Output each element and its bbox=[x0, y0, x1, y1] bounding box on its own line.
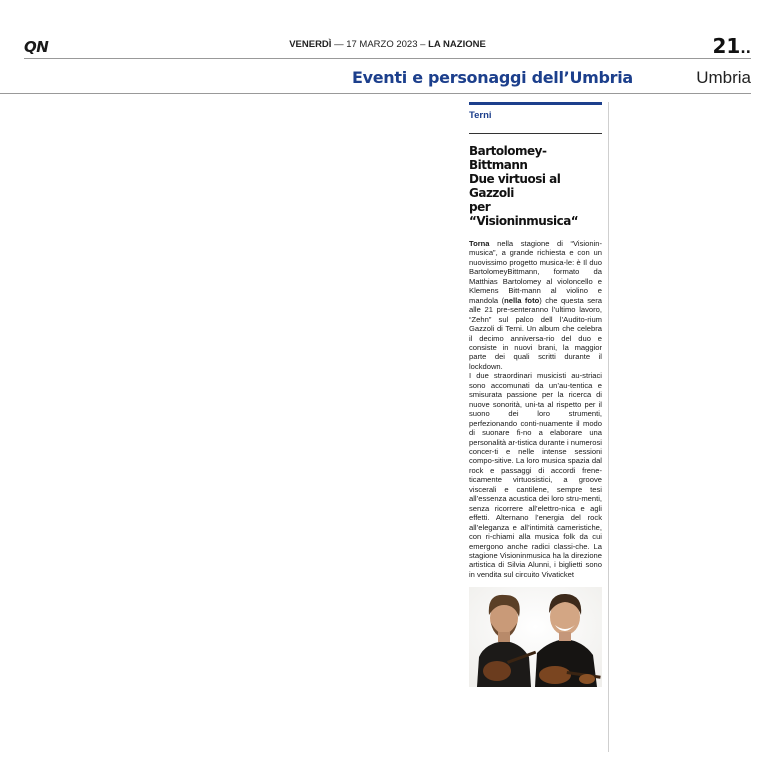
p1-text-a: nella stagione di “Visionin-musica”, a grande richiesta e con un nuovissimo progetto musica-le: è Il duo BartolomeyBittmann, formato da Matthias Bartolomey al violoncello e Klemens Bitt-mann al violino e mandola ( bbox=[469, 239, 602, 305]
duo-photo-image bbox=[469, 587, 602, 687]
duo-photo bbox=[469, 587, 602, 687]
kicker-rule bbox=[469, 133, 602, 134]
p1-photo-ref: nella foto bbox=[504, 295, 540, 305]
region-label: Umbria bbox=[696, 68, 751, 87]
dateline-paper: LA NAZIONE bbox=[428, 39, 486, 50]
section-rule bbox=[0, 93, 751, 94]
p1-lead: Torna bbox=[469, 239, 490, 248]
dateline bbox=[0, 39, 775, 50]
article-headline bbox=[469, 144, 602, 228]
page-number-dots: .. bbox=[740, 41, 751, 57]
p1-text-b: ) che questa sera alle 21 pre-senteranno l’ultimo lavoro, “Zehn” sul palco dell l’Audito-rium Gazzoli di Terni. Un album che celebra il decimo anniversa-rio del duo e consiste in nuovi brani, la maggior parte dei quali scritti durante il lockdown. bbox=[469, 295, 602, 371]
dateline-date: 17 MARZO 2023 bbox=[346, 39, 418, 50]
dateline-weekday: VENERDÌ bbox=[289, 39, 332, 50]
article-top-bar bbox=[469, 102, 602, 105]
page-number-value: 21 bbox=[712, 34, 741, 58]
headline-line-3: per “Visioninmusica“ bbox=[469, 200, 579, 228]
article-body bbox=[469, 239, 602, 579]
masthead-logo: QN bbox=[24, 38, 49, 56]
headline-line-2: Due virtuosi al Gazzoli bbox=[469, 172, 561, 200]
masthead-rule bbox=[24, 58, 751, 59]
paragraph-1 bbox=[469, 239, 602, 371]
article bbox=[469, 102, 602, 687]
column-rule bbox=[608, 102, 609, 752]
dateline-sep: — bbox=[334, 39, 344, 50]
article-kicker: Terni bbox=[469, 110, 492, 121]
section-title: Eventi e personaggi dell’Umbria bbox=[352, 68, 633, 87]
paragraph-2: I due straordinari musicisti au-striaci sono accomunati da un’au-tentica e smisurata passione per la ricerca di nuove sonorità, uni-ta al rispetto per il suono dei loro strumenti, perfezionando conti-nuamente il modo di suonare fi-no a elaborare una personalità ar-tistica durante i numerosi concer-ti e nelle intense sessioni compo-sitive. La loro musica spazia dal rock e passaggi di accordi frene-ticamente virtuosistici, a groove viscerali e cantilene, sempre tesi all’essenza acustica dei loro stru-menti, senza ricorrere all’elettro-nica e agli effetti. Alternano l’energia del rock all’eleganza e all’intimità cameristiche, con ri-chiami alla musica folk da cui emergono anche radici classi-che. La stagione Visioninmusica ha la direzione artistica di Silvia Alunni, i biglietti sono in vendita sul circuito Vivaticket bbox=[469, 371, 602, 579]
headline-line-1: Bartolomey-Bittmann bbox=[469, 144, 547, 172]
dateline-dash: – bbox=[420, 39, 426, 50]
page-number bbox=[713, 34, 751, 58]
